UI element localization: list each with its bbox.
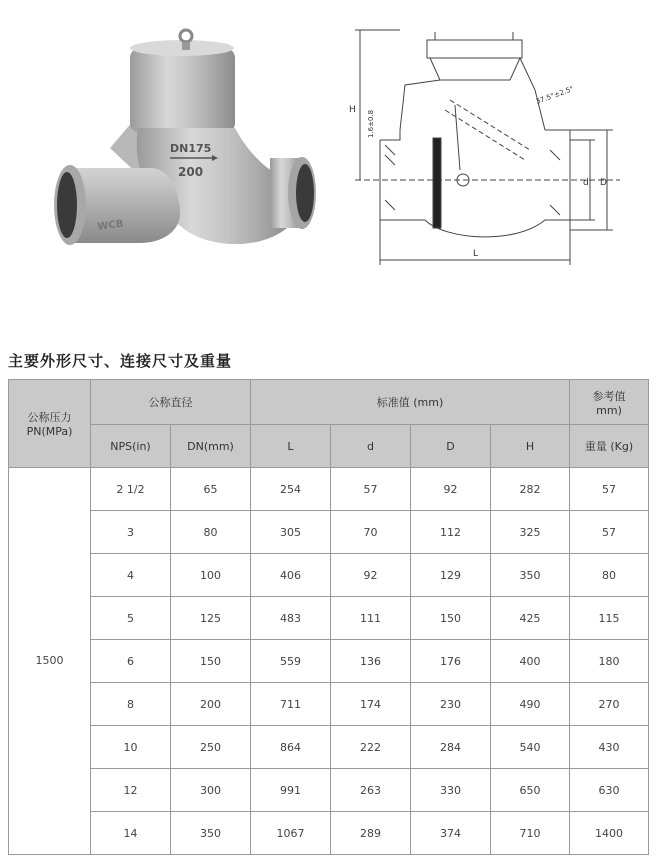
table-body bbox=[9, 468, 649, 855]
cell-L: 305 bbox=[251, 511, 331, 554]
cell-nps: 2 1/2 bbox=[91, 468, 171, 511]
cell-nps: 4 bbox=[91, 554, 171, 597]
cell-D: 230 bbox=[411, 683, 491, 726]
cell-weight: 57 bbox=[570, 468, 649, 511]
cell-dn: 100 bbox=[171, 554, 251, 597]
table-row bbox=[9, 726, 649, 769]
cell-L: 483 bbox=[251, 597, 331, 640]
header-standard-values: 标准值 (mm) bbox=[251, 380, 570, 425]
cell-weight: 270 bbox=[570, 683, 649, 726]
cell-L: 711 bbox=[251, 683, 331, 726]
cell-dn: 65 bbox=[171, 468, 251, 511]
cell-weight: 80 bbox=[570, 554, 649, 597]
cell-d: 92 bbox=[331, 554, 411, 597]
cell-L: 1067 bbox=[251, 812, 331, 855]
header-dn: DN(mm) bbox=[171, 425, 251, 468]
cell-weight: 430 bbox=[570, 726, 649, 769]
cell-weight: 630 bbox=[570, 769, 649, 812]
drawing-label-L: L bbox=[473, 249, 479, 259]
section-title: 主要外形尺寸、连接尺寸及重量 bbox=[8, 352, 233, 370]
valve-photo bbox=[30, 18, 330, 268]
cell-L: 991 bbox=[251, 769, 331, 812]
cell-H: 490 bbox=[491, 683, 570, 726]
cell-H: 540 bbox=[491, 726, 570, 769]
photo-marking-dn: DN175 bbox=[170, 142, 212, 155]
cell-weight: 115 bbox=[570, 597, 649, 640]
table-row bbox=[9, 597, 649, 640]
cell-L: 559 bbox=[251, 640, 331, 683]
cell-nps: 8 bbox=[91, 683, 171, 726]
header-pressure-line2: PN(MPa) bbox=[26, 425, 73, 438]
cell-d: 222 bbox=[331, 726, 411, 769]
valve-section-drawing bbox=[345, 20, 630, 270]
cell-d: 263 bbox=[331, 769, 411, 812]
table-row bbox=[9, 640, 649, 683]
cell-weight: 180 bbox=[570, 640, 649, 683]
cell-dn: 250 bbox=[171, 726, 251, 769]
cell-H: 710 bbox=[491, 812, 570, 855]
cell-H: 650 bbox=[491, 769, 570, 812]
cell-nps: 5 bbox=[91, 597, 171, 640]
cell-d: 174 bbox=[331, 683, 411, 726]
dimensions-table bbox=[8, 379, 649, 855]
cell-nps: 6 bbox=[91, 640, 171, 683]
drawing-label-angle: 37.5°±2.5° bbox=[534, 84, 575, 106]
table-row bbox=[9, 812, 649, 855]
cell-H: 282 bbox=[491, 468, 570, 511]
cell-H: 400 bbox=[491, 640, 570, 683]
drawing-label-d: d bbox=[583, 178, 589, 188]
cell-weight: 1400 bbox=[570, 812, 649, 855]
cell-dn: 80 bbox=[171, 511, 251, 554]
cell-dn: 300 bbox=[171, 769, 251, 812]
table-row bbox=[9, 554, 649, 597]
header-pressure bbox=[9, 380, 91, 468]
header-reference-line2: mm) bbox=[596, 403, 622, 417]
drawing-label-tolerance: 1.6±0.8 bbox=[367, 109, 375, 138]
cell-H: 350 bbox=[491, 554, 570, 597]
cell-D: 129 bbox=[411, 554, 491, 597]
header-D: D bbox=[411, 425, 491, 468]
cell-weight: 57 bbox=[570, 511, 649, 554]
table-row bbox=[9, 769, 649, 812]
cell-dn: 200 bbox=[171, 683, 251, 726]
cell-dn: 350 bbox=[171, 812, 251, 855]
table-row bbox=[9, 468, 649, 511]
header-pressure-line1: 公称压力 bbox=[27, 411, 72, 424]
header-H: H bbox=[491, 425, 570, 468]
cell-D: 112 bbox=[411, 511, 491, 554]
pressure-value: 1500 bbox=[9, 468, 91, 855]
photo-marking-material: WCB bbox=[96, 218, 125, 233]
cell-H: 325 bbox=[491, 511, 570, 554]
header-reference bbox=[570, 380, 649, 425]
cell-dn: 150 bbox=[171, 640, 251, 683]
cell-D: 150 bbox=[411, 597, 491, 640]
header-reference-line1: 参考值 bbox=[592, 389, 626, 403]
cell-D: 176 bbox=[411, 640, 491, 683]
cell-d: 70 bbox=[331, 511, 411, 554]
cell-L: 864 bbox=[251, 726, 331, 769]
cell-d: 136 bbox=[331, 640, 411, 683]
cell-D: 330 bbox=[411, 769, 491, 812]
header-nominal-diameter: 公称直径 bbox=[91, 380, 251, 425]
cell-nps: 12 bbox=[91, 769, 171, 812]
cell-D: 374 bbox=[411, 812, 491, 855]
cell-d: 289 bbox=[331, 812, 411, 855]
header-L: L bbox=[251, 425, 331, 468]
cell-nps: 3 bbox=[91, 511, 171, 554]
cell-H: 425 bbox=[491, 597, 570, 640]
cell-nps: 14 bbox=[91, 812, 171, 855]
table-row bbox=[9, 683, 649, 726]
cell-L: 254 bbox=[251, 468, 331, 511]
cell-nps: 10 bbox=[91, 726, 171, 769]
drawing-label-H: H bbox=[349, 105, 356, 115]
cell-dn: 125 bbox=[171, 597, 251, 640]
cell-d: 111 bbox=[331, 597, 411, 640]
cell-D: 92 bbox=[411, 468, 491, 511]
table-row bbox=[9, 511, 649, 554]
header-d: d bbox=[331, 425, 411, 468]
header-nps: NPS(in) bbox=[91, 425, 171, 468]
header-weight: 重量 (Kg) bbox=[570, 425, 649, 468]
photo-marking-size: 200 bbox=[178, 165, 204, 179]
cell-D: 284 bbox=[411, 726, 491, 769]
drawing-label-D: D bbox=[600, 178, 607, 188]
cell-L: 406 bbox=[251, 554, 331, 597]
cell-d: 57 bbox=[331, 468, 411, 511]
